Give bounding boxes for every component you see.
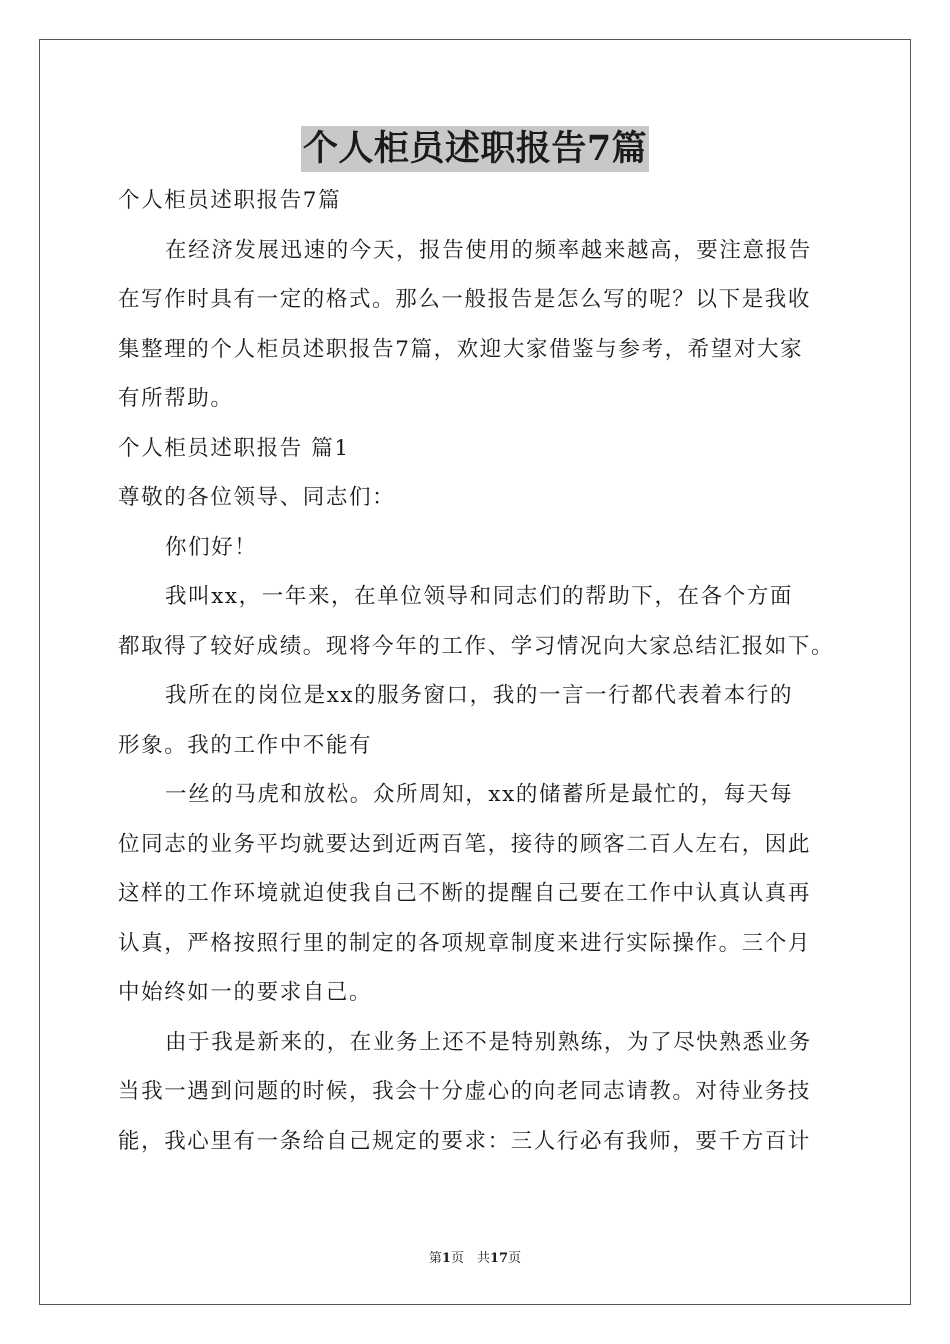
text-line: 当我一遇到问题的时候，我会十分虚心的向老同志请教。对待业务技 bbox=[118, 1079, 812, 1104]
footer-mid: 页 共 bbox=[450, 1251, 490, 1266]
text-line: 能，我心里有一条给自己规定的要求：三人行必有我师，要千方百计 bbox=[118, 1128, 812, 1154]
document-body bbox=[118, 176, 838, 1166]
title-container bbox=[0, 126, 950, 172]
text-line: 中始终如一的要求自己。 bbox=[118, 980, 373, 1005]
text-line: 集整理的个人柜员述职报告7篇，欢迎大家借鉴与参考，希望对大家 bbox=[118, 336, 804, 362]
text-line: 个人柜员述职报告 篇1 bbox=[118, 435, 350, 461]
text-line: 都取得了较好成绩。现将今年的工作、学习情况向大家总结汇报如下。 bbox=[118, 633, 835, 659]
text-line: 你们好！ bbox=[165, 534, 258, 560]
text-line: 有所帮助。 bbox=[118, 386, 234, 411]
document-title: 个人柜员述职报告7篇 bbox=[301, 126, 649, 172]
footer-current-page: 1 bbox=[441, 1251, 451, 1266]
text-line: 这样的工作环境就迫使我自己不断的提醒自己要在工作中认真认真再 bbox=[118, 881, 812, 906]
text-line: 在经济发展迅速的今天，报告使用的频率越来越高，要注意报告 bbox=[165, 237, 812, 263]
text-line: 我叫xx，一年来，在单位领导和同志们的帮助下，在各个方面 bbox=[165, 584, 794, 609]
text-line: 在写作时具有一定的格式。那么一般报告是怎么写的呢？以下是我收 bbox=[118, 287, 812, 312]
page-footer bbox=[0, 1247, 950, 1266]
text-line: 个人柜员述职报告7篇 bbox=[118, 188, 342, 213]
text-line: 形象。我的工作中不能有 bbox=[118, 732, 373, 758]
footer-prefix: 第 bbox=[428, 1251, 442, 1266]
footer-total-pages: 17 bbox=[489, 1251, 509, 1266]
text-line: 尊敬的各位领导、同志们： bbox=[118, 485, 396, 510]
text-line: 认真，严格按照行里的制定的各项规章制度来进行实际操作。三个月 bbox=[118, 930, 812, 956]
text-line: 由于我是新来的，在业务上还不是特别熟练，为了尽快熟悉业务 bbox=[165, 1029, 812, 1055]
text-line: 一丝的马虎和放松。众所周知，xx的储蓄所是最忙的，每天每 bbox=[165, 782, 794, 807]
text-line: 我所在的岗位是xx的服务窗口，我的一言一行都代表着本行的 bbox=[165, 683, 794, 708]
footer-suffix: 页 bbox=[508, 1251, 522, 1266]
text-line: 位同志的业务平均就要达到近两百笔，接待的顾客二百人左右，因此 bbox=[118, 831, 812, 857]
